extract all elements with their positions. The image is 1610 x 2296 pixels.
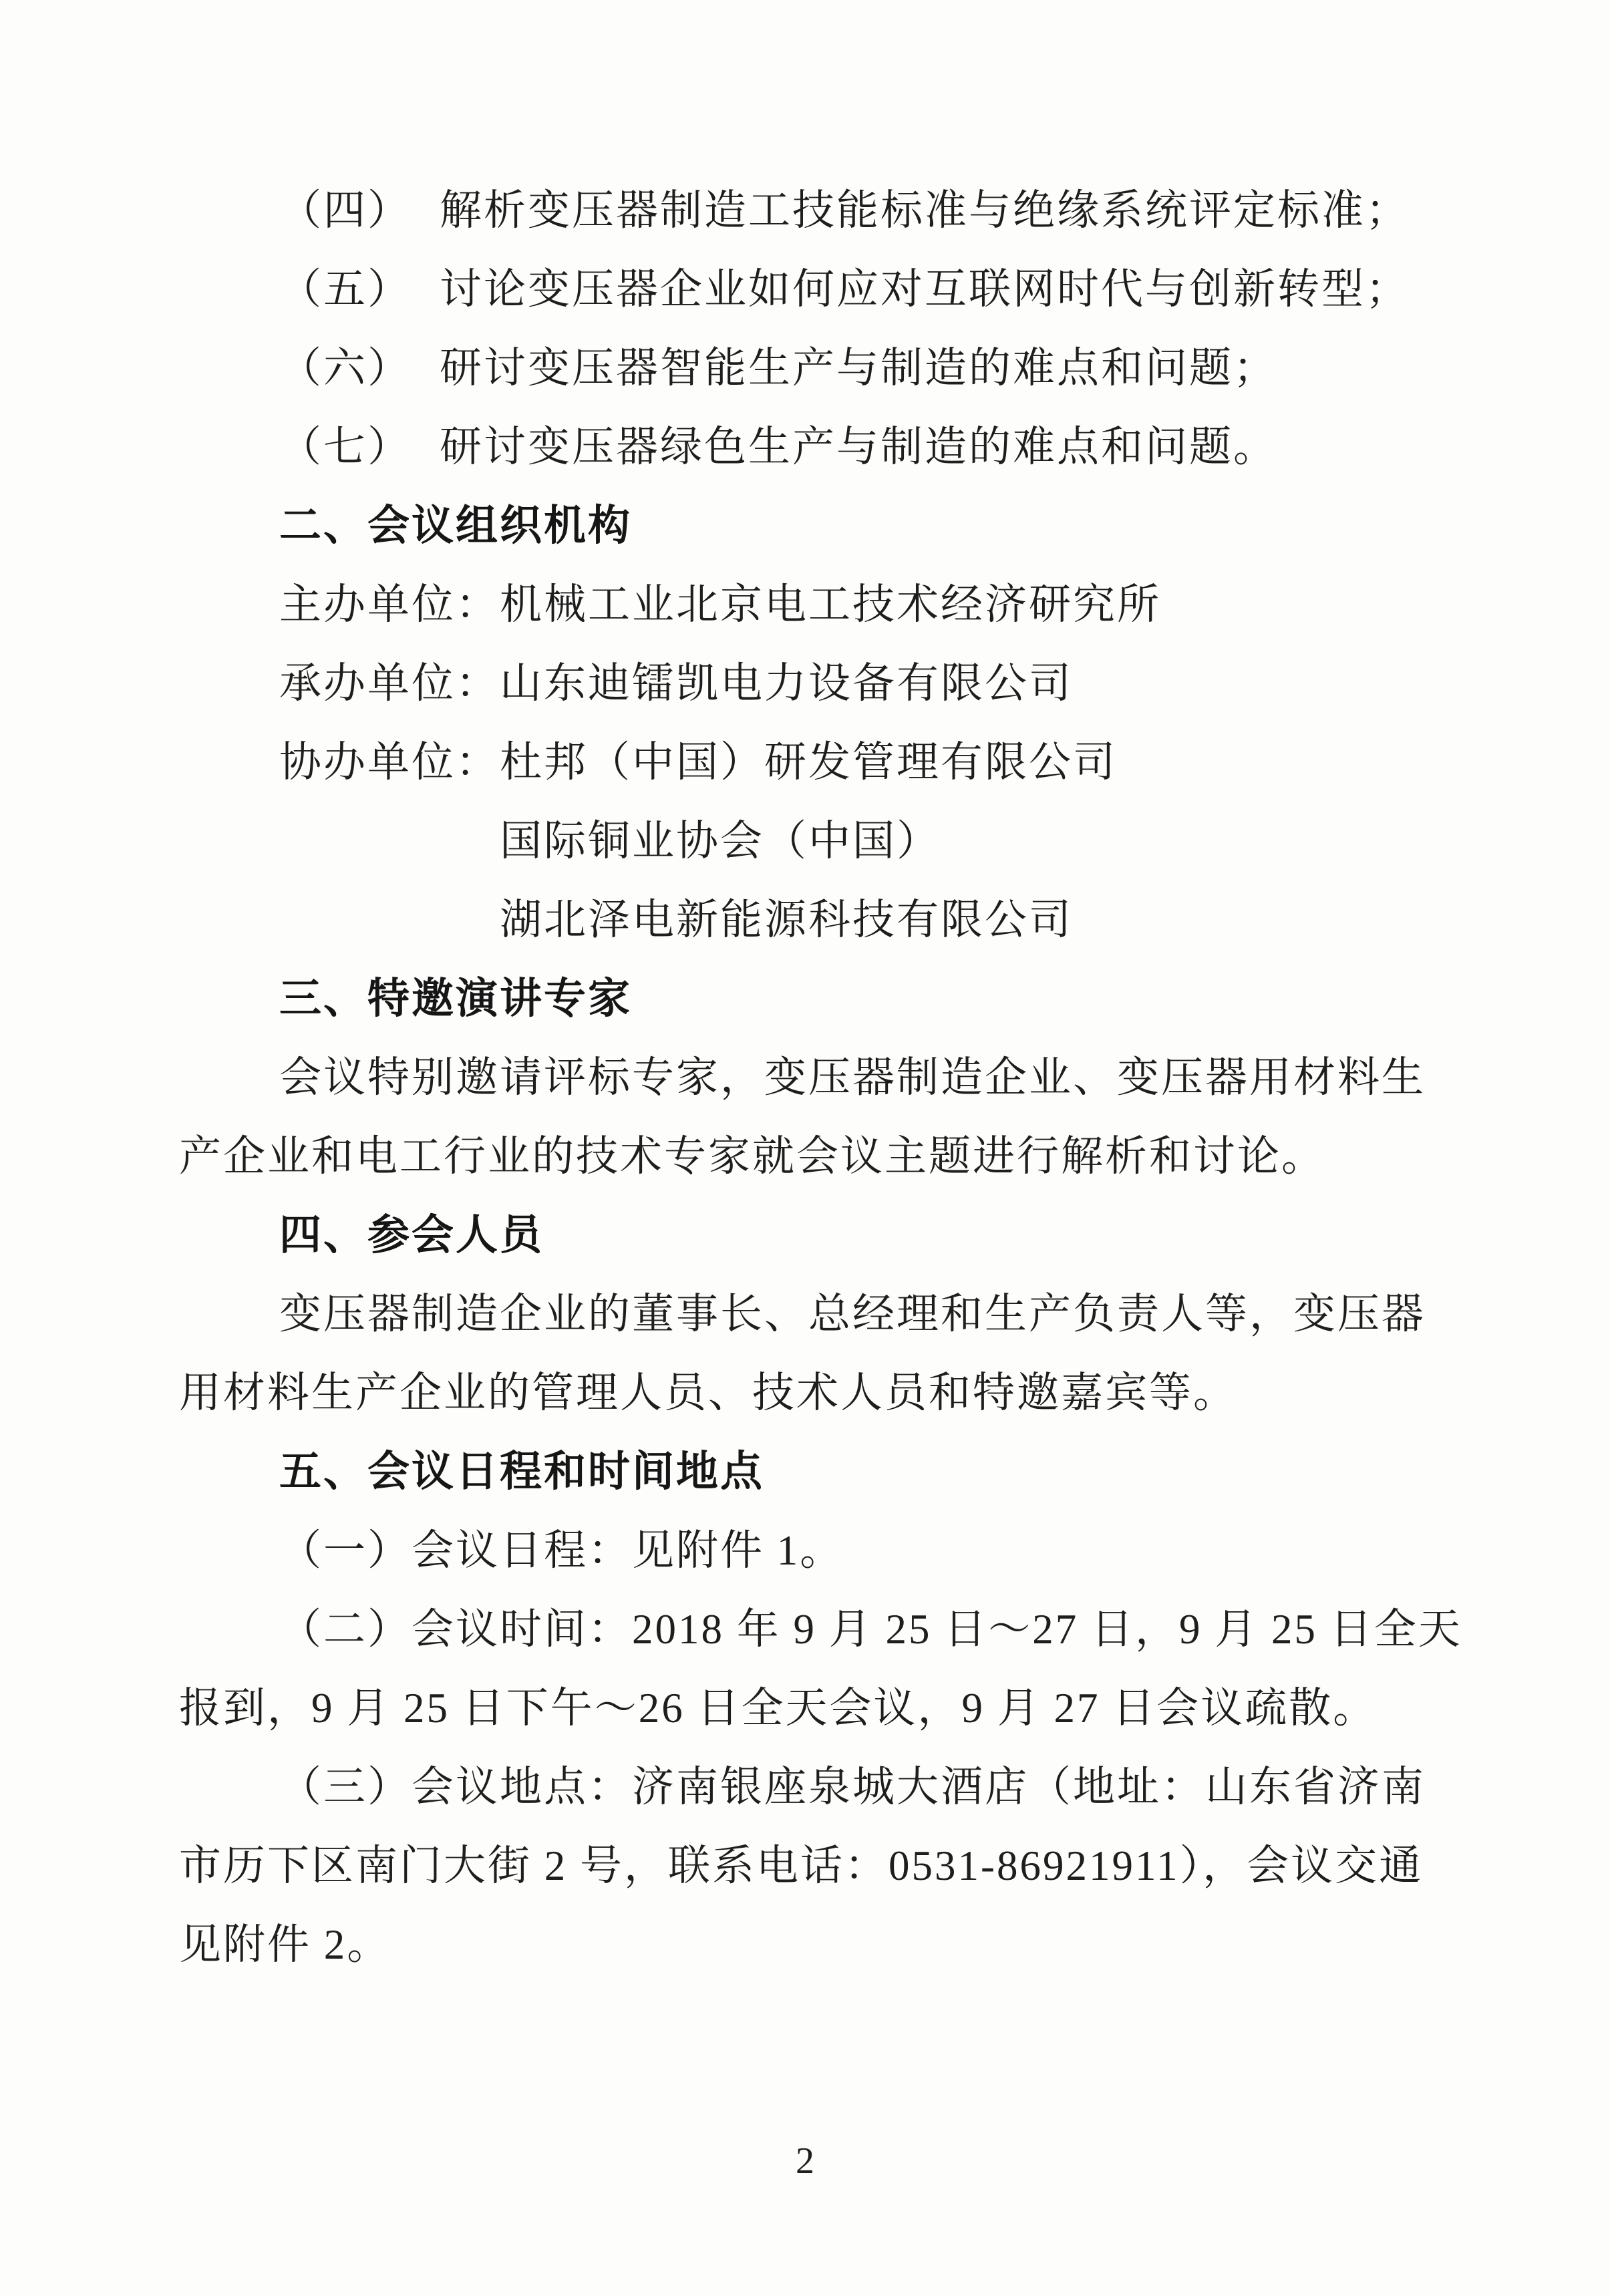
schedule-item-2-line-2: 报到，9 月 25 日下午～26 日全天会议，9 月 27 日会议疏散。 bbox=[179, 1685, 1378, 1732]
participants-paragraph-line-1: 变压器制造企业的董事长、总经理和生产负责人等，变压器 bbox=[279, 1291, 1426, 1337]
topic-item-7-number: （七） bbox=[279, 424, 412, 470]
co-organizer-line-2: 国际铜业协会（中国） bbox=[500, 818, 941, 864]
section-heading-participants: 四、参会人员 bbox=[279, 1212, 544, 1259]
topic-item-4-text: 解析变压器制造工技能标准与绝缘系统评定标准； bbox=[440, 187, 1410, 234]
participants-paragraph-line-2: 用材料生产企业的管理人员、技术人员和特邀嘉宾等。 bbox=[179, 1369, 1237, 1416]
topic-item-4 bbox=[179, 171, 1455, 250]
section-heading-speakers: 三、特邀演讲专家 bbox=[279, 975, 632, 1022]
co-organizer-line-3: 湖北泽电新能源科技有限公司 bbox=[500, 896, 1073, 943]
schedule-item-3-line-1: （三）会议地点：济南银座泉城大酒店（地址：山东省济南 bbox=[279, 1764, 1426, 1810]
section-heading-organizers: 二、会议组织机构 bbox=[279, 502, 632, 549]
topic-item-7 bbox=[179, 407, 1455, 486]
schedule-item-3-line-3: 见附件 2。 bbox=[179, 1921, 391, 1968]
host-organizer-line: 主办单位：机械工业北京电工技术经济研究所 bbox=[279, 581, 1161, 628]
speakers-paragraph-line-2: 产企业和电工行业的技术专家就会议主题进行解析和讨论。 bbox=[179, 1133, 1325, 1180]
topic-item-7-text: 研讨变压器绿色生产与制造的难点和问题。 bbox=[440, 424, 1277, 470]
schedule-item-2-line-1: （二）会议时间：2018 年 9 月 25 日～27 日，9 月 25 日全天 bbox=[279, 1606, 1462, 1653]
schedule-item-3-line-2: 市历下区南门大街 2 号，联系电话：0531-86921911），会议交通 bbox=[179, 1842, 1424, 1889]
topic-item-5-number: （五） bbox=[279, 266, 412, 313]
topic-item-4-number: （四） bbox=[279, 187, 412, 234]
undertaker-organizer-line: 承办单位：山东迪镭凯电力设备有限公司 bbox=[279, 660, 1073, 707]
co-organizer-line: 协办单位：杜邦（中国）研发管理有限公司 bbox=[279, 739, 1117, 786]
schedule-item-1: （一）会议日程：见附件 1。 bbox=[279, 1527, 844, 1574]
page-number: 2 bbox=[796, 2140, 814, 2182]
topic-item-6-text: 研讨变压器智能生产与制造的难点和问题； bbox=[440, 345, 1277, 391]
speakers-paragraph-line-1: 会议特别邀请评标专家，变压器制造企业、变压器用材料生 bbox=[279, 1054, 1426, 1101]
document-body bbox=[179, 171, 1462, 1984]
topic-item-6-number: （六） bbox=[279, 345, 412, 391]
topic-item-6 bbox=[179, 329, 1455, 407]
topic-item-5-text: 讨论变压器企业如何应对互联网时代与创新转型； bbox=[440, 266, 1410, 313]
topic-item-5 bbox=[179, 250, 1455, 329]
section-heading-schedule: 五、会议日程和时间地点 bbox=[279, 1448, 764, 1495]
